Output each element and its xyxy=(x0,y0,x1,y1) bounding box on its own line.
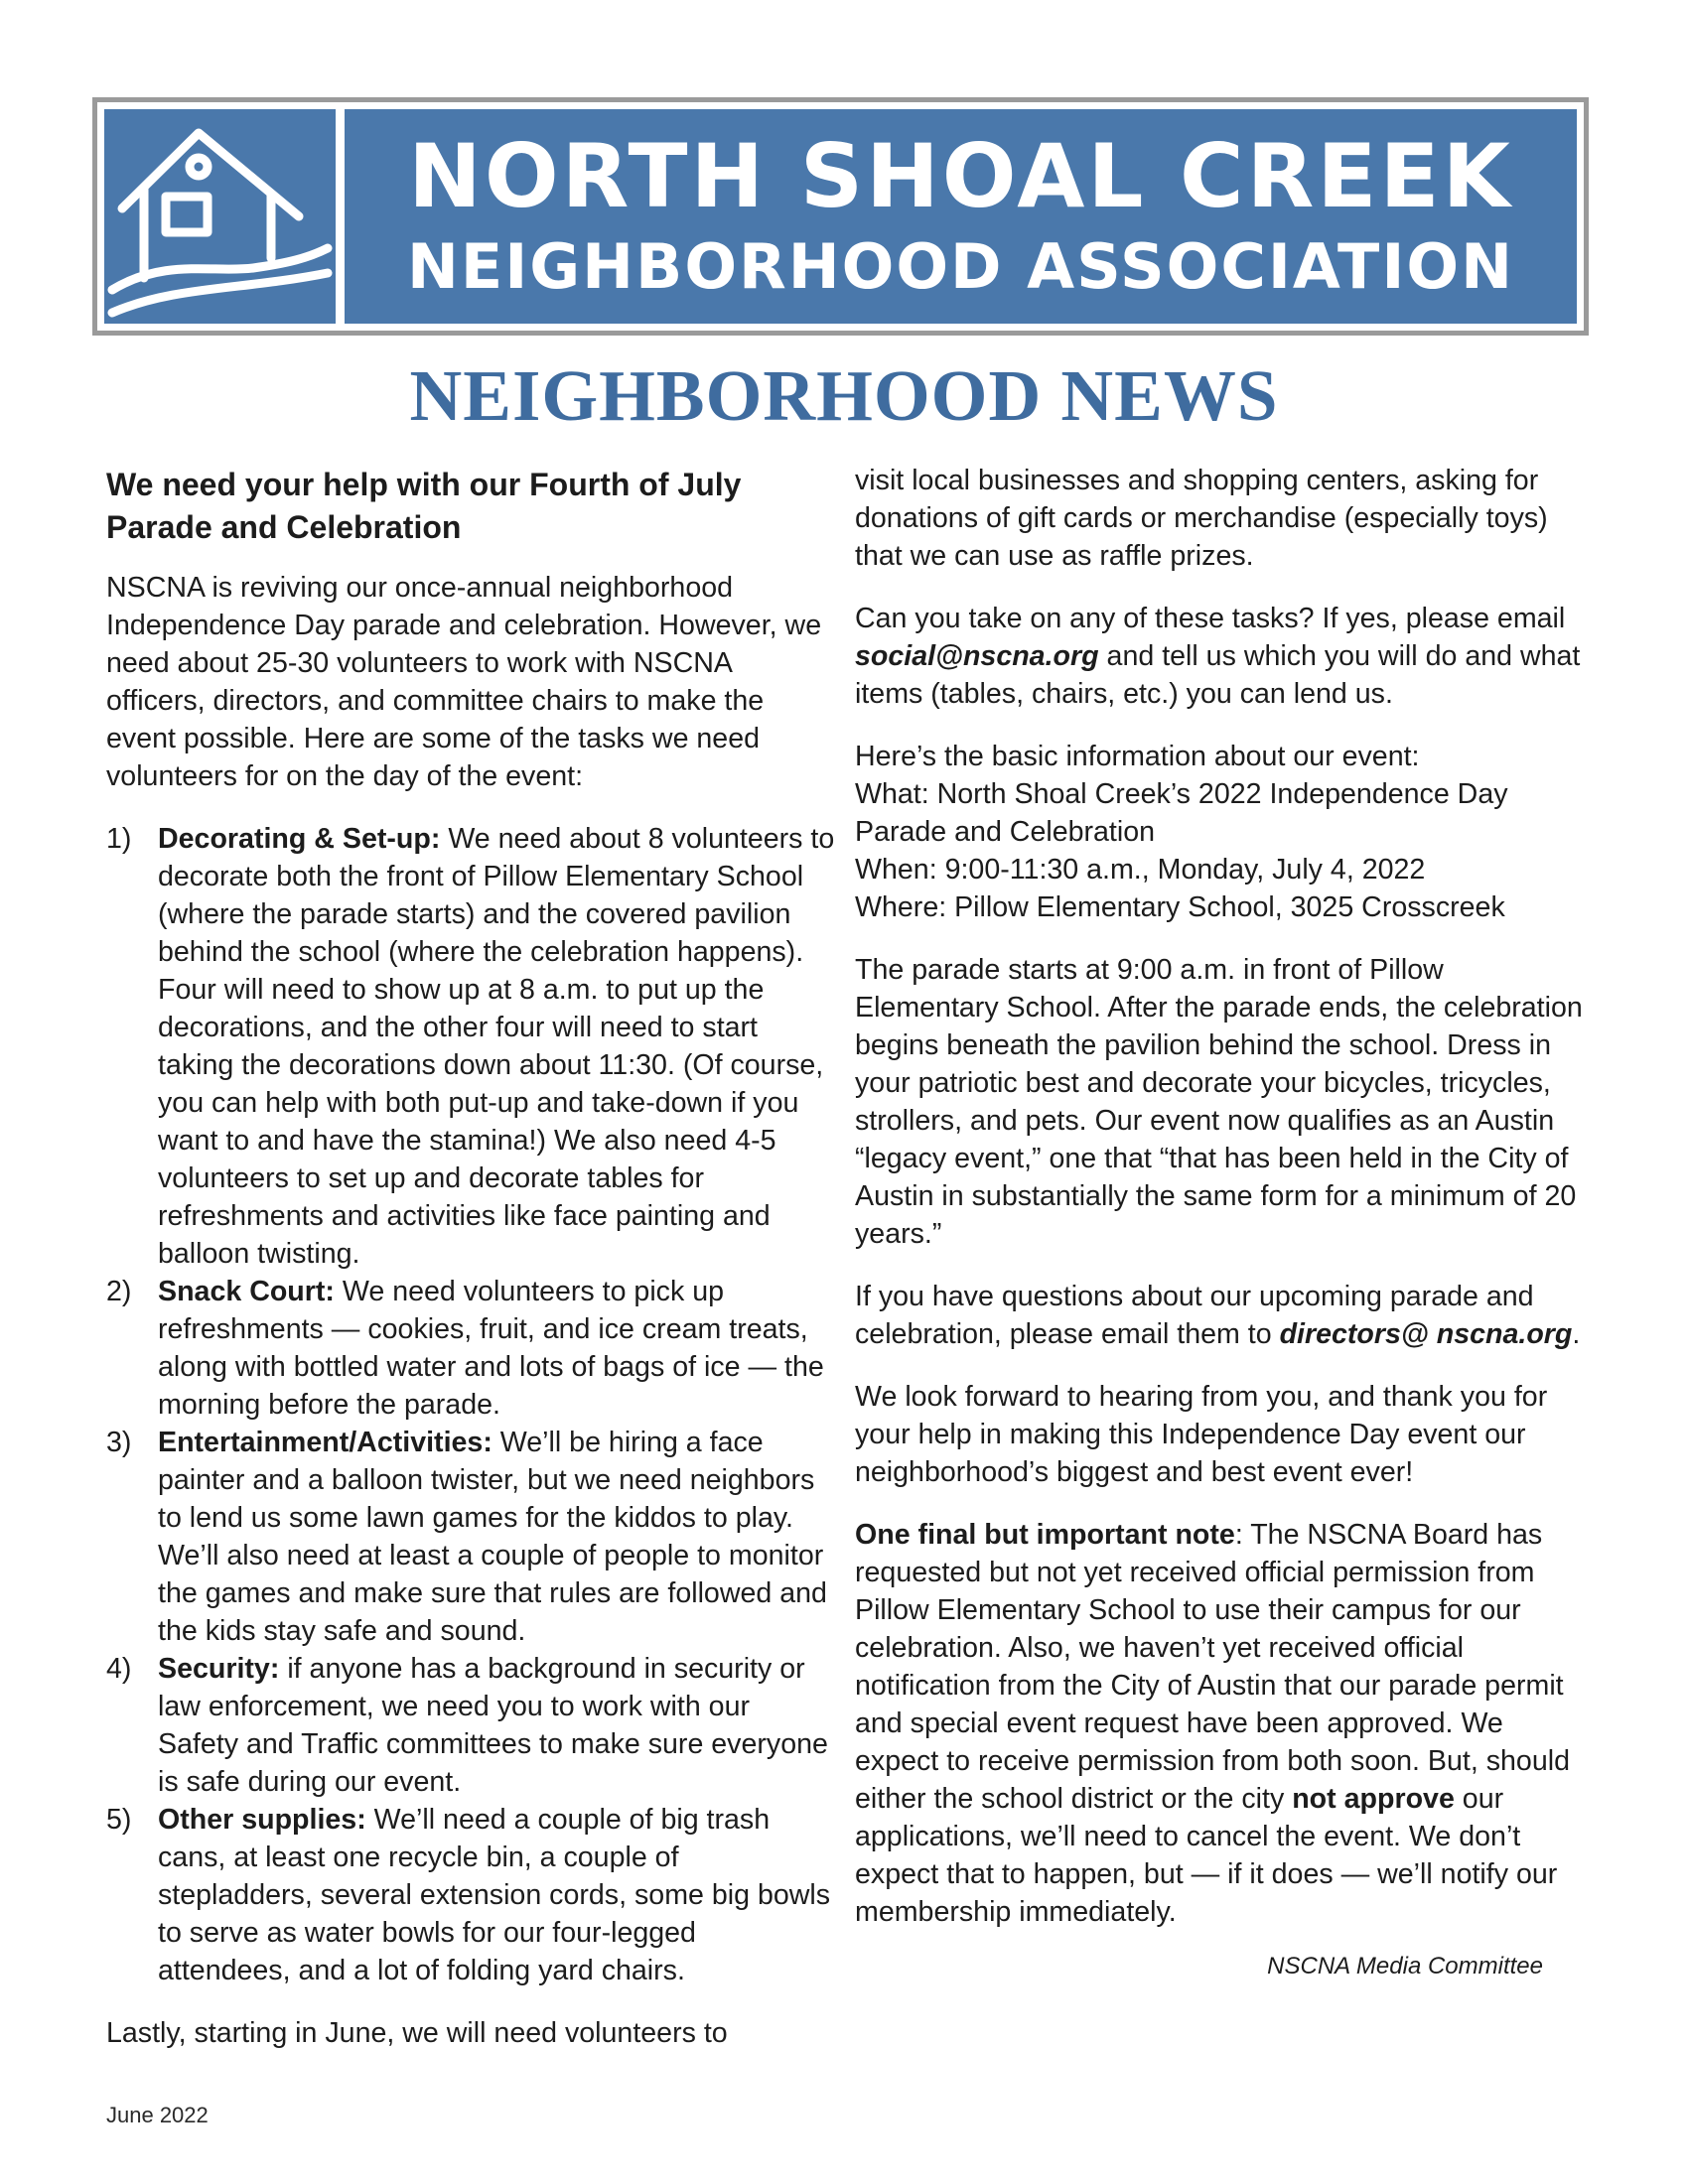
association-name-line2: NEIGHBORHOOD ASSOCIATION xyxy=(406,230,1515,303)
logo xyxy=(104,109,336,324)
important-note-paragraph xyxy=(855,1516,1590,1931)
tasks-question-text: Can you take on any of these tasks? If yes, please email xyxy=(855,603,1566,634)
directors-email-link[interactable]: directors@ nscna.org xyxy=(1279,1318,1573,1350)
lastly-paragraph-continued: visit local businesses and shopping centers, asking for donations of gift cards or merchandise (especially toys) that we can use as raffle prizes. xyxy=(855,465,1548,572)
note-text: : The NSCNA Board has requested but not yet received official permission from Pillow Elementary School to use their campus for our celebration. Also, we haven’t yet received official notification from the City of Austin that our parade permit and special event request have been approved. We expect to receive permission from both soon. But, should either the school district or the city xyxy=(855,1519,1570,1815)
association-name-line1: NORTH SHOAL CREEK xyxy=(408,125,1513,227)
note-text-end: our applications, we’ll need to cancel the event. We don’t expect that to happen, but — if it does — we’ll notify our membership immediately. xyxy=(855,1783,1558,1928)
signoff: NSCNA Media Committee xyxy=(1267,1953,1543,1979)
task-number: 5) xyxy=(106,1804,132,1836)
task-item xyxy=(106,1650,836,1801)
task-text: We need about 8 volunteers to decorate both the front of Pillow Elementary School (where the parade starts) and the covered pavilion behind the school (where the celebration happens). Four will need to show up at 8 a.m. to put up the decorations, and the other four will need to start taking the decorations down about 11:30. (Of course, you can help with both put-up and take-down if you want to and have the stamina!) We also need 4-5 volunteers to set up and decorate tables for refreshments and activities like face painting and balloon twisting. xyxy=(158,823,835,1270)
parade-paragraph: The parade starts at 9:00 a.m. in front of Pillow Elementary School. After the parade ends, the celebration begins beneath the pavilion behind the school. Dress in your patriotic best and decorate your bicycles, tricycles, strollers, and pets. Our event now qualifies as an Austin “legacy event,” one that “that has been held in the City of Austin in substantially the same form for a minimum of 20 years.” xyxy=(855,954,1583,1250)
lastly-paragraph-start: Lastly, starting in June, we will need volunteers to xyxy=(106,2017,728,2049)
tasks-question-paragraph xyxy=(855,600,1590,713)
task-item xyxy=(106,1273,836,1424)
task-item xyxy=(106,820,836,1273)
event-info-when: When: 9:00-11:30 a.m., Monday, July 4, 2022 xyxy=(855,854,1426,886)
questions-text-end: . xyxy=(1572,1318,1581,1350)
footer-date: June 2022 xyxy=(106,2103,209,2127)
task-title: Decorating & Set-up: xyxy=(158,823,441,855)
task-number: 4) xyxy=(106,1653,132,1685)
task-number: 2) xyxy=(106,1276,132,1307)
task-number: 1) xyxy=(106,823,132,855)
task-title: Entertainment/Activities: xyxy=(158,1427,492,1458)
task-text: We’ll need a couple of big trash cans, at least one recycle bin, a couple of stepladders, several extension cords, some big bowls to serve as water bowls for our four-legged attendees, and a lot of folding yard chairs. xyxy=(158,1804,831,1986)
task-text: We need volunteers to pick up refreshments — cookies, fruit, and ice cream treats, along with bottled water and lots of bags of ice — the morning before the parade. xyxy=(158,1276,824,1421)
task-title: Snack Court: xyxy=(158,1276,335,1307)
task-text: if anyone has a background in security or law enforcement, we need you to work with our Safety and Traffic committees to make sure everyone is safe during our event. xyxy=(158,1653,828,1798)
task-item xyxy=(106,1801,836,1989)
association-name-box xyxy=(345,109,1577,324)
note-label: One final but important note xyxy=(855,1519,1235,1551)
event-info-intro: Here’s the basic information about our event: xyxy=(855,741,1420,772)
article-headline: We need your help with our Fourth of July Parade and Celebration xyxy=(106,467,742,545)
tasks-question-text-end: and tell us which you will do and what items (tables, chairs, etc.) you can lend us. xyxy=(855,640,1581,710)
questions-text: If you have questions about our upcoming parade and celebration, please email them to xyxy=(855,1281,1534,1350)
event-info-where: Where: Pillow Elementary School, 3025 Crosscreek xyxy=(855,891,1505,923)
task-title: Other supplies: xyxy=(158,1804,366,1836)
event-info-what: What: North Shoal Creek’s 2022 Independence Day Parade and Celebration xyxy=(855,778,1508,848)
note-emphasis: not approve xyxy=(1292,1783,1455,1815)
intro-paragraph: NSCNA is reviving our once-annual neighborhood Independence Day parade and celebration. However, we need about 25-30 volunteers to work with NSCNA officers, directors, and committee chairs to make the event possible. Here are some of the tasks we need volunteers for on the day of the event: xyxy=(106,572,822,792)
task-title: Security: xyxy=(158,1653,280,1685)
right-column xyxy=(855,462,1590,1985)
social-email-link[interactable]: social@nscna.org xyxy=(855,640,1099,672)
masthead-banner xyxy=(92,97,1589,336)
task-number: 3) xyxy=(106,1427,132,1458)
thanks-paragraph: We look forward to hearing from you, and thank you for your help in making this Independence Day event our neighborhood’s biggest and best event ever! xyxy=(855,1381,1548,1488)
task-text: We’ll be hiring a face painter and a balloon twister, but we need neighbors to lend us some lawn games for the kiddos to play. We’ll also need at least a couple of people to monitor the games and make sure that rules are followed and the kids stay safe and sound. xyxy=(158,1427,827,1647)
questions-paragraph xyxy=(855,1278,1590,1353)
event-info-block xyxy=(855,738,1590,926)
left-column xyxy=(106,464,836,2077)
newsletter-title: NEIGHBORHOOD NEWS xyxy=(409,355,1279,436)
house-icon xyxy=(104,109,336,324)
task-list xyxy=(106,820,836,1989)
task-item xyxy=(106,1424,836,1650)
